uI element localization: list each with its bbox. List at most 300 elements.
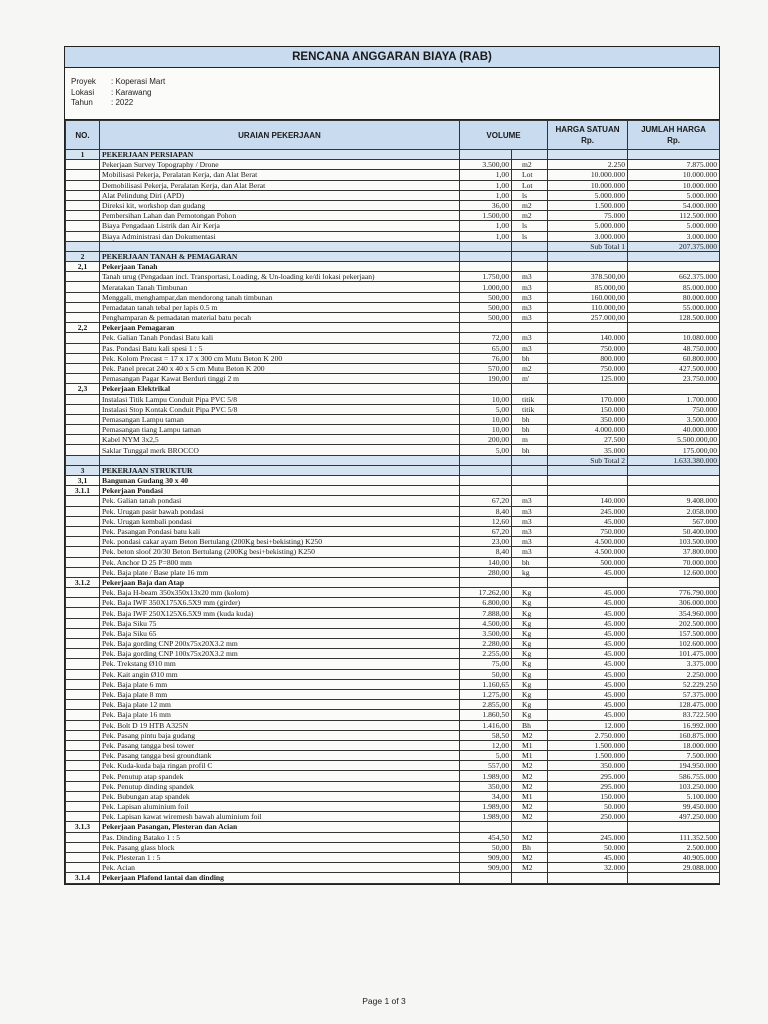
row-volume: 2.855,00 — [460, 700, 512, 710]
year-value: : 2022 — [111, 98, 134, 107]
row-volume: 2.255,00 — [460, 649, 512, 659]
table-row — [66, 832, 720, 842]
row-price: 45.000 — [548, 618, 628, 628]
row-price: 4.500.000 — [548, 537, 628, 547]
project-row — [71, 77, 719, 88]
row-no — [66, 842, 100, 852]
row-no — [66, 180, 100, 190]
row-unit: M2 — [512, 771, 548, 781]
row-unit: Kg — [512, 700, 548, 710]
table-row — [66, 363, 720, 373]
row-volume: 500,00 — [460, 292, 512, 302]
row-price — [548, 384, 628, 394]
row-no — [66, 740, 100, 750]
subsection-row — [66, 822, 720, 832]
row-price: 170.000 — [548, 394, 628, 404]
row-total: 9.408.000 — [628, 496, 720, 506]
row-unit: ls — [512, 221, 548, 231]
row-unit: ls — [512, 190, 548, 200]
row-no — [66, 516, 100, 526]
row-unit: titik — [512, 394, 548, 404]
row-unit: M1 — [512, 751, 548, 761]
row-total — [628, 262, 720, 272]
row-price — [548, 577, 628, 587]
row-volume: 67,20 — [460, 496, 512, 506]
year-label: Tahun — [71, 98, 93, 107]
table-row — [66, 618, 720, 628]
row-desc: Pek. pondasi cakar ayam Beton Bertulang (200Kg besi+bekisting) K250 — [100, 537, 460, 547]
row-volume: 454,50 — [460, 832, 512, 842]
document-title: RENCANA ANGGARAN BIAYA (RAB) — [65, 47, 719, 68]
table-header-row — [66, 121, 720, 150]
row-desc: Instalasi Stop Kontak Conduit Pipa PVC 5/8 — [100, 404, 460, 414]
row-desc: Pek. Trekstang Ø10 mm — [100, 659, 460, 669]
row-total: 2.250.000 — [628, 669, 720, 679]
row-unit — [512, 455, 548, 465]
table-row — [66, 302, 720, 312]
row-desc: Pek. Kait angin Ø10 mm — [100, 669, 460, 679]
row-desc: Menggali, menghampar,dan mendorong tanah timbunan — [100, 292, 460, 302]
row-volume: 200,00 — [460, 435, 512, 445]
row-volume — [460, 873, 512, 883]
row-volume: 10,00 — [460, 394, 512, 404]
row-price — [548, 486, 628, 496]
row-volume: 2.280,00 — [460, 639, 512, 649]
table-row — [66, 730, 720, 740]
row-unit: Kg — [512, 649, 548, 659]
row-unit: Bh — [512, 842, 548, 852]
row-unit — [512, 251, 548, 261]
row-desc: Pek. Penutup atap spandek — [100, 771, 460, 781]
row-price: 10.000.000 — [548, 170, 628, 180]
row-no — [66, 425, 100, 435]
row-unit: m3 — [512, 496, 548, 506]
row-desc: Pekerjaan Tanah — [100, 262, 460, 272]
row-total: 111.352.500 — [628, 832, 720, 842]
table-row — [66, 292, 720, 302]
row-unit: m3 — [512, 506, 548, 516]
table-row — [66, 628, 720, 638]
row-desc: Direksi kit, workshop dan gudang — [100, 200, 460, 210]
row-desc: Penghamparan & pemadatan material batu pecah — [100, 313, 460, 323]
table-row — [66, 221, 720, 231]
row-price: 10.000.000 — [548, 180, 628, 190]
row-price — [548, 150, 628, 160]
row-volume: 5,00 — [460, 445, 512, 455]
table-row — [66, 852, 720, 862]
row-no — [66, 588, 100, 598]
row-unit: m3 — [512, 292, 548, 302]
year-row — [71, 98, 719, 109]
row-desc: Pekerjaan Pemagaran — [100, 323, 460, 333]
row-unit: m2 — [512, 160, 548, 170]
row-desc: Pek. Urugan pasir bawah pondasi — [100, 506, 460, 516]
row-total: 175.000,00 — [628, 445, 720, 455]
row-no — [66, 160, 100, 170]
row-no — [66, 363, 100, 373]
row-no — [66, 526, 100, 536]
row-no — [66, 669, 100, 679]
row-desc: Tanah urug (Pengadaan incl. Transportasi, Loading, & Un-loading ke/di lokasi pekerjaan) — [100, 272, 460, 282]
row-price: 750.000 — [548, 363, 628, 373]
row-total: 112.500.000 — [628, 211, 720, 221]
subtotal-label: Sub Total 1 — [548, 241, 628, 251]
row-unit: M2 — [512, 832, 548, 842]
row-no — [66, 353, 100, 363]
row-volume — [460, 384, 512, 394]
row-no — [66, 812, 100, 822]
row-no — [66, 231, 100, 241]
row-price: 50.000 — [548, 842, 628, 852]
row-total: 1.700.000 — [628, 394, 720, 404]
row-unit — [512, 262, 548, 272]
row-unit — [512, 476, 548, 486]
table-row — [66, 526, 720, 536]
row-volume: 1.750,00 — [460, 272, 512, 282]
row-no — [66, 659, 100, 669]
row-no — [66, 200, 100, 210]
row-volume: 500,00 — [460, 313, 512, 323]
row-desc: PEKERJAAN PERSIAPAN — [100, 150, 460, 160]
row-unit: Kg — [512, 628, 548, 638]
row-no: 3,1 — [66, 476, 100, 486]
project-label: Proyek — [71, 77, 96, 86]
rab-sheet — [64, 46, 720, 885]
row-desc: Pekerjaan Elektrikal — [100, 384, 460, 394]
table-row — [66, 414, 720, 424]
row-desc: Pekerjaan Pasangan, Plesteran dan Acian — [100, 822, 460, 832]
table-row — [66, 404, 720, 414]
row-total: 29.088.000 — [628, 863, 720, 873]
row-no — [66, 282, 100, 292]
row-desc: Biaya Pengadaan Listrik dan Air Kerja — [100, 221, 460, 231]
row-total — [628, 577, 720, 587]
row-unit: m3 — [512, 302, 548, 312]
row-volume: 17.262,00 — [460, 588, 512, 598]
row-no — [66, 771, 100, 781]
row-price: 500.000 — [548, 557, 628, 567]
row-total: 750.000 — [628, 404, 720, 414]
row-total: 18.000.000 — [628, 740, 720, 750]
row-desc: Bangunan Gudang 30 x 40 — [100, 476, 460, 486]
row-volume — [460, 455, 512, 465]
row-volume: 65,00 — [460, 343, 512, 353]
row-volume: 1.989,00 — [460, 802, 512, 812]
row-unit — [512, 486, 548, 496]
row-no — [66, 791, 100, 801]
row-desc: Pemasangan tiang Lampu taman — [100, 425, 460, 435]
row-desc: Pek. Baja plate 12 mm — [100, 700, 460, 710]
table-row — [66, 313, 720, 323]
row-total — [628, 486, 720, 496]
row-price: 750.000 — [548, 343, 628, 353]
row-no — [66, 241, 100, 251]
row-desc: Pek. Baja plate 8 mm — [100, 689, 460, 699]
subsection-row — [66, 486, 720, 496]
table-row — [66, 200, 720, 210]
row-volume: 280,00 — [460, 567, 512, 577]
row-total: 10.080.000 — [628, 333, 720, 343]
row-total: 102.600.000 — [628, 639, 720, 649]
row-unit — [512, 873, 548, 883]
row-price: 295.000 — [548, 781, 628, 791]
row-unit: m3 — [512, 526, 548, 536]
row-no — [66, 751, 100, 761]
row-no — [66, 567, 100, 577]
row-unit: m3 — [512, 333, 548, 343]
row-total: 5.000.000 — [628, 190, 720, 200]
col-no-header: NO. — [66, 121, 100, 150]
row-desc: Pek. Baja plate / Base plate 16 mm — [100, 567, 460, 577]
row-no — [66, 781, 100, 791]
row-total: 23.750.000 — [628, 374, 720, 384]
row-volume: 1.989,00 — [460, 771, 512, 781]
table-row — [66, 863, 720, 873]
row-price: 3.000.000 — [548, 231, 628, 241]
row-price: 4.000.000 — [548, 425, 628, 435]
row-no — [66, 700, 100, 710]
row-total: 40.905.000 — [628, 852, 720, 862]
row-price: 45.000 — [548, 598, 628, 608]
row-volume: 23,00 — [460, 537, 512, 547]
row-desc: Pekerjaan Survey Topography / Drone — [100, 160, 460, 170]
row-unit — [512, 577, 548, 587]
row-no — [66, 689, 100, 699]
row-price: 45.000 — [548, 679, 628, 689]
row-total: 70.000.000 — [628, 557, 720, 567]
row-price: 45.000 — [548, 567, 628, 577]
row-total: 85.000.000 — [628, 282, 720, 292]
row-unit: m3 — [512, 516, 548, 526]
table-row — [66, 190, 720, 200]
row-price: 2.250 — [548, 160, 628, 170]
row-total: 160.875.000 — [628, 730, 720, 740]
row-price: 12.000 — [548, 720, 628, 730]
row-desc: Pek. Baja Siku 65 — [100, 628, 460, 638]
row-volume: 557,00 — [460, 761, 512, 771]
row-unit — [512, 323, 548, 333]
row-price — [548, 873, 628, 883]
table-row — [66, 791, 720, 801]
row-total: 3.375.000 — [628, 659, 720, 669]
row-total: 427.500.000 — [628, 363, 720, 373]
row-desc: Instalasi Titik Lampu Conduit Pipa PVC 5/8 — [100, 394, 460, 404]
row-total: 5.500.000,00 — [628, 435, 720, 445]
row-unit: Kg — [512, 669, 548, 679]
row-price: 1.500.000 — [548, 740, 628, 750]
table-row — [66, 353, 720, 363]
table-row — [66, 771, 720, 781]
row-total: 354.960.000 — [628, 608, 720, 618]
row-no — [66, 404, 100, 414]
row-volume: 1.000,00 — [460, 282, 512, 292]
col-desc-header: URAIAN PEKERJAAN — [100, 121, 460, 150]
row-desc: Pek. Galian Tanah Pondasi Batu kali — [100, 333, 460, 343]
row-no — [66, 679, 100, 689]
row-total: 5.100.000 — [628, 791, 720, 801]
row-no — [66, 455, 100, 465]
location-row — [71, 88, 719, 99]
row-volume — [460, 822, 512, 832]
row-no: 1 — [66, 150, 100, 160]
row-price: 45.000 — [548, 608, 628, 618]
row-total: 5.000.000 — [628, 221, 720, 231]
row-volume: 570,00 — [460, 363, 512, 373]
row-desc: Meratakan Tanah Timbunan — [100, 282, 460, 292]
row-desc — [100, 455, 460, 465]
row-unit: Kg — [512, 618, 548, 628]
row-price: 45.000 — [548, 710, 628, 720]
row-no — [66, 537, 100, 547]
row-desc: Pek. Kolom Precast = 17 x 17 x 300 cm Mutu Beton K 200 — [100, 353, 460, 363]
row-volume: 7.888,00 — [460, 608, 512, 618]
row-no — [66, 211, 100, 221]
row-price: 160.000,00 — [548, 292, 628, 302]
row-desc: Pembersihan Lahan dan Pemotongan Pohon — [100, 211, 460, 221]
row-volume: 1.860,50 — [460, 710, 512, 720]
row-no: 2 — [66, 251, 100, 261]
row-no — [66, 313, 100, 323]
row-total: 101.475.000 — [628, 649, 720, 659]
row-desc: Pek. Anchor D 25 P=800 mm — [100, 557, 460, 567]
table-row — [66, 588, 720, 598]
row-unit: M2 — [512, 852, 548, 862]
row-unit: M1 — [512, 740, 548, 750]
row-volume: 10,00 — [460, 414, 512, 424]
row-volume: 1,00 — [460, 190, 512, 200]
table-row — [66, 761, 720, 771]
row-price: 140.000 — [548, 496, 628, 506]
row-desc: Pek. Acian — [100, 863, 460, 873]
row-price: 35.000 — [548, 445, 628, 455]
row-price: 50.000 — [548, 802, 628, 812]
row-desc: Pek. Galian tanah pondasi — [100, 496, 460, 506]
row-desc: PEKERJAAN STRUKTUR — [100, 465, 460, 475]
row-unit — [512, 150, 548, 160]
subsection-row — [66, 262, 720, 272]
section-row — [66, 251, 720, 261]
row-desc: Pek. Pasang tangga besi groundtank — [100, 751, 460, 761]
row-desc: Pek. Pasang tangga besi tower — [100, 740, 460, 750]
row-price: 110.000,00 — [548, 302, 628, 312]
row-unit: m2 — [512, 363, 548, 373]
row-volume: 8,40 — [460, 547, 512, 557]
row-price: 1.500.000 — [548, 751, 628, 761]
row-no: 3.1.3 — [66, 822, 100, 832]
table-row — [66, 394, 720, 404]
row-volume: 10,00 — [460, 425, 512, 435]
table-row — [66, 710, 720, 720]
row-unit: m3 — [512, 313, 548, 323]
row-unit: Lot — [512, 180, 548, 190]
row-price — [548, 476, 628, 486]
row-no — [66, 730, 100, 740]
row-unit: M2 — [512, 730, 548, 740]
row-unit: Kg — [512, 659, 548, 669]
row-volume: 1,00 — [460, 231, 512, 241]
row-unit: Lot — [512, 170, 548, 180]
row-unit: m — [512, 435, 548, 445]
row-desc: Pek. Penutup dinding spandek — [100, 781, 460, 791]
row-volume: 1,00 — [460, 170, 512, 180]
row-price: 27.500 — [548, 435, 628, 445]
row-no — [66, 618, 100, 628]
row-volume: 76,00 — [460, 353, 512, 363]
table-row — [66, 598, 720, 608]
row-no — [66, 547, 100, 557]
row-volume: 34,00 — [460, 791, 512, 801]
row-unit — [512, 241, 548, 251]
row-no — [66, 190, 100, 200]
row-volume — [460, 262, 512, 272]
row-no — [66, 598, 100, 608]
row-total: 54.000.000 — [628, 200, 720, 210]
table-row — [66, 425, 720, 435]
row-no: 2,1 — [66, 262, 100, 272]
row-no — [66, 832, 100, 842]
table-row — [66, 812, 720, 822]
location-label: Lokasi — [71, 87, 95, 97]
row-desc: Pas. Pondasi Batu kali spesi 1 : 5 — [100, 343, 460, 353]
row-desc: Pekerjaan Plafond lantai dan dinding — [100, 873, 460, 883]
row-no — [66, 272, 100, 282]
row-no: 2,2 — [66, 323, 100, 333]
row-total: 2.500.000 — [628, 842, 720, 852]
row-total: 52.229.250 — [628, 679, 720, 689]
row-unit: m2 — [512, 211, 548, 221]
row-volume: 3.500,00 — [460, 628, 512, 638]
row-desc: Pekerjaan Pondasi — [100, 486, 460, 496]
row-total: 57.375.000 — [628, 689, 720, 699]
row-no — [66, 333, 100, 343]
table-row — [66, 282, 720, 292]
row-total: 10.000.000 — [628, 180, 720, 190]
row-no — [66, 557, 100, 567]
subsection-row — [66, 873, 720, 883]
row-total: 306.000.000 — [628, 598, 720, 608]
table-row — [66, 170, 720, 180]
subtotal-row — [66, 455, 720, 465]
row-volume: 1.275,00 — [460, 689, 512, 699]
table-row — [66, 567, 720, 577]
row-desc: Pekerjaan Baja dan Atap — [100, 577, 460, 587]
row-price: 85.000,00 — [548, 282, 628, 292]
row-desc: Pek. Pasang glass block — [100, 842, 460, 852]
row-total: 662.375.000 — [628, 272, 720, 282]
row-total: 99.450.000 — [628, 802, 720, 812]
location-value: : Karawang — [111, 87, 152, 97]
table-row — [66, 649, 720, 659]
row-desc: Pek. Bubungan atap spandek — [100, 791, 460, 801]
row-price: 45.000 — [548, 639, 628, 649]
row-no — [66, 414, 100, 424]
row-no: 3.1.4 — [66, 873, 100, 883]
row-total: 776.790.000 — [628, 588, 720, 598]
row-unit: bh — [512, 557, 548, 567]
table-row — [66, 842, 720, 852]
row-no: 3.1.2 — [66, 577, 100, 587]
row-desc: Mobilisasi Pekerja, Peralatan Kerja, dan Alat Berat — [100, 170, 460, 180]
row-desc: Pemadatan tanah tebal per lapis 0.5 m — [100, 302, 460, 312]
row-total: 567.000 — [628, 516, 720, 526]
row-total: 12.600.000 — [628, 567, 720, 577]
row-desc: Pek. Baja plate 16 mm — [100, 710, 460, 720]
row-total: 80.000.000 — [628, 292, 720, 302]
row-unit: bh — [512, 353, 548, 363]
row-volume: 500,00 — [460, 302, 512, 312]
row-volume: 72,00 — [460, 333, 512, 343]
row-no — [66, 496, 100, 506]
